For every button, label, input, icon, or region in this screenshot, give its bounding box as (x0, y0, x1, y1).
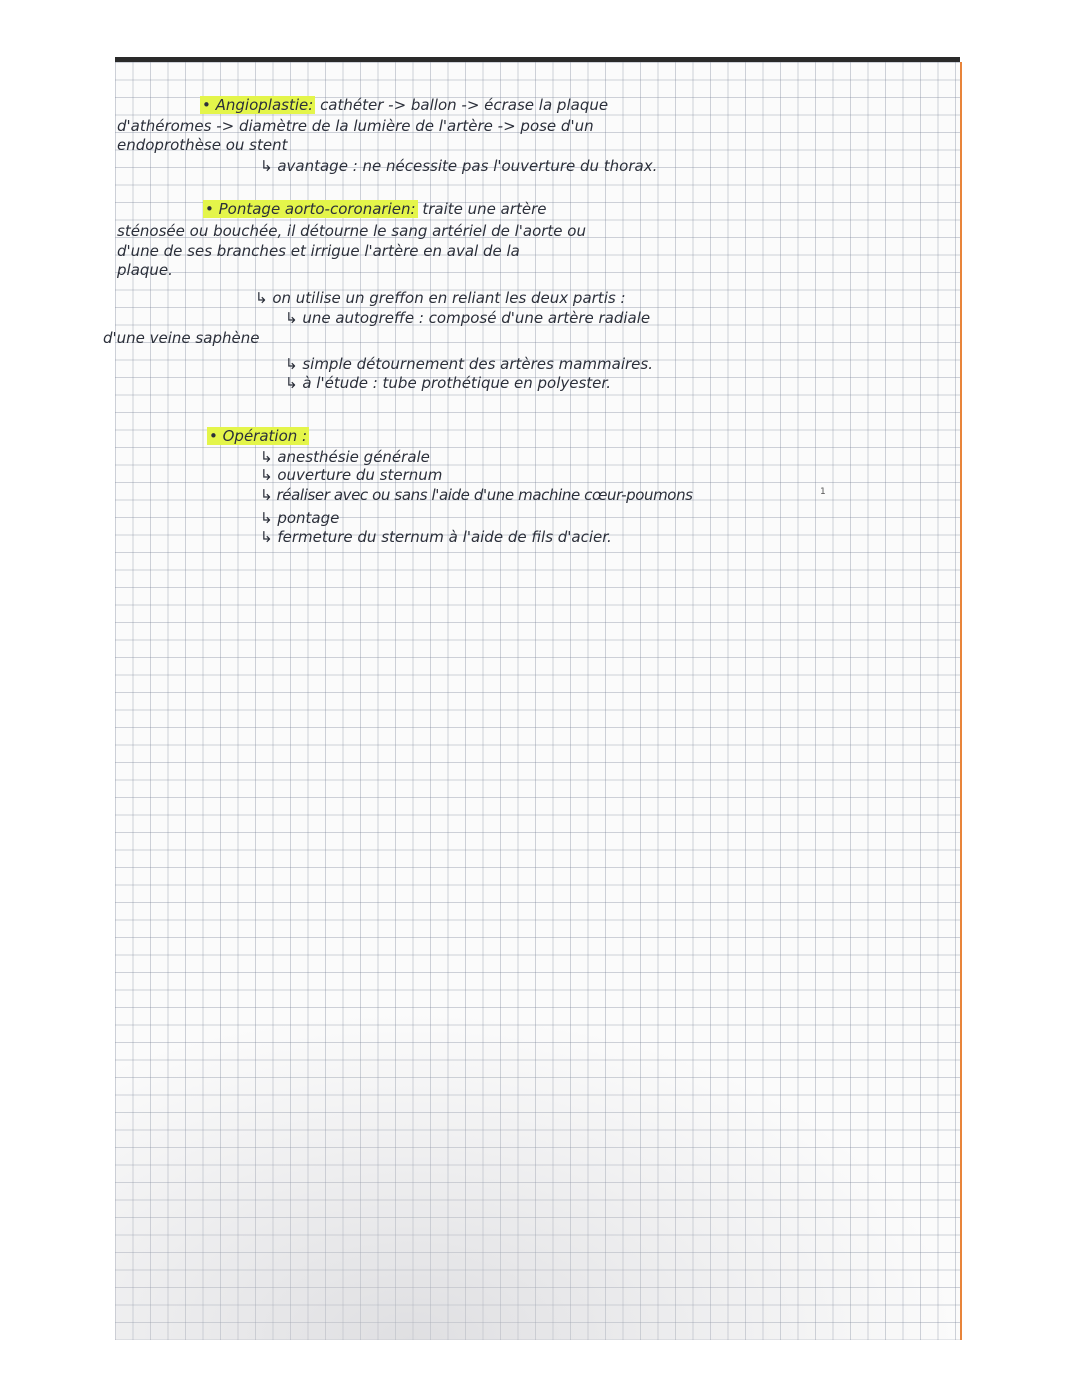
angioplastie-line-1 (200, 96, 608, 114)
pontage-line-5: ↳ on utilise un greffon en reliant les deux partis : (255, 289, 626, 307)
notebook-page (103, 62, 962, 1340)
angioplastie-line-2: d'athéromes -> diamètre de la lumière de l'artère -> pose d'un (117, 117, 594, 135)
pontage-line-7: d'une veine saphène (103, 329, 260, 347)
pontage-text-1: traite une artère (422, 200, 547, 218)
pontage-line-8: ↳ simple détournement des artères mammaires. (285, 355, 653, 373)
operation-step: ↳ réaliser avec ou sans l'aide d'une machine cœur-poumons (260, 486, 693, 504)
operation-title: • Opération : (209, 427, 308, 445)
pontage-line-9: ↳ à l'étude : tube prothétique en polyester. (285, 374, 611, 392)
pontage-line-4: plaque. (117, 261, 173, 279)
operation-step: ↳ fermeture du sternum à l'aide de fils d'acier. (260, 528, 612, 546)
angioplastie-advantage: ↳ avantage : ne nécessite pas l'ouverture du thorax. (260, 157, 658, 175)
operation-title-line (207, 427, 309, 445)
angioplastie-text-1: cathéter -> ballon -> écrase la plaque (320, 96, 609, 114)
pontage-line-1 (203, 200, 547, 218)
pontage-title: • Pontage aorto-coronarien: (205, 200, 416, 218)
operation-step: ↳ ouverture du sternum (260, 466, 443, 484)
operation-step: ↳ pontage (260, 509, 340, 527)
angioplastie-line-3: endoprothèse ou stent (117, 136, 288, 154)
pontage-line-6: ↳ une autogreffe : composé d'une artère radiale (285, 309, 651, 327)
pontage-line-2: sténosée ou bouchée, il détourne le sang artériel de l'aorte ou (117, 222, 586, 240)
operation-step: ↳ anesthésie générale (260, 448, 430, 466)
angioplastie-title: • Angioplastie: (202, 96, 314, 114)
page-number: 1 (820, 487, 826, 497)
pontage-line-3: d'une de ses branches et irrigue l'artère en aval de la (117, 242, 520, 260)
